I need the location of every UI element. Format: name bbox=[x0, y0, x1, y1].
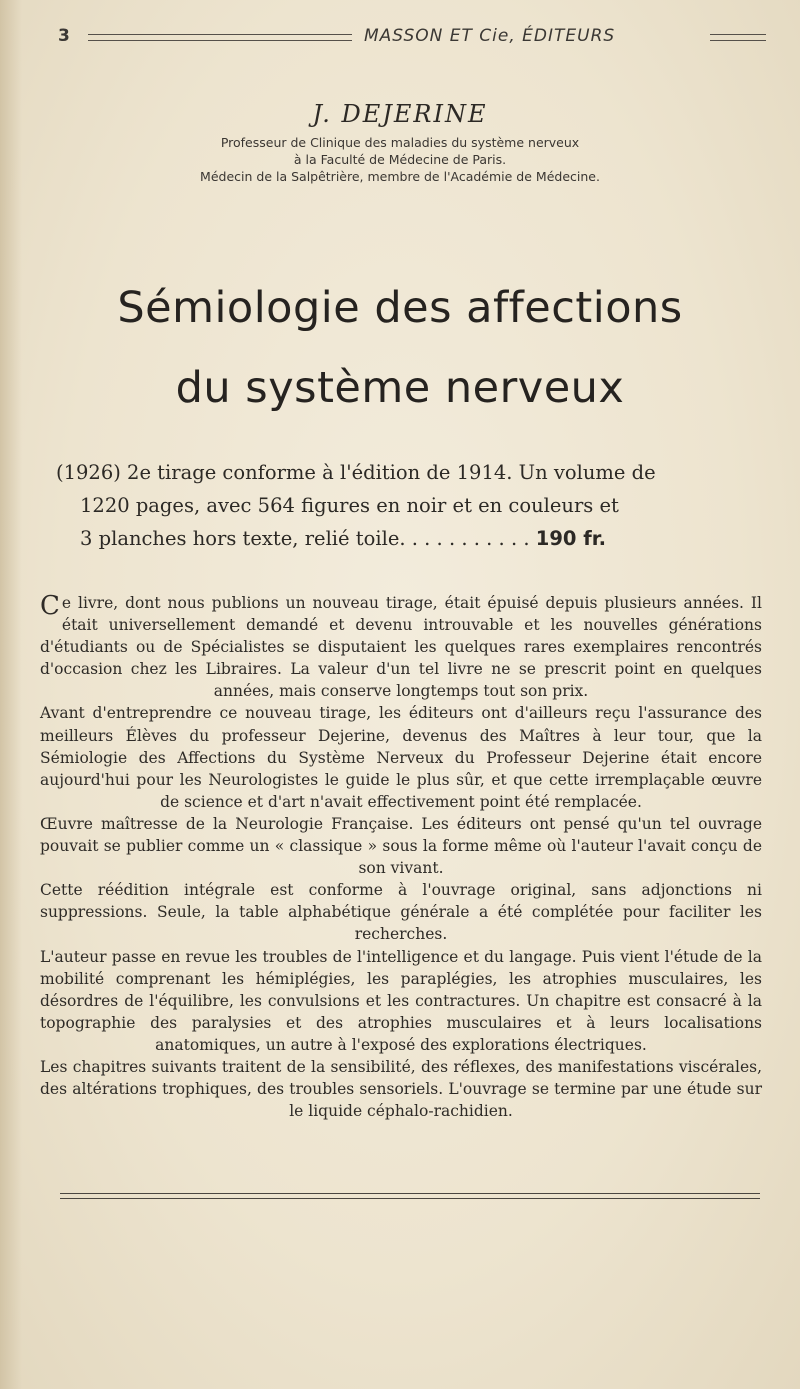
header-rule-left bbox=[88, 34, 352, 41]
edition-line: (1926) 2e tirage conforme à l'édition de 1914. Un volume de bbox=[56, 461, 656, 484]
description-paragraph: Cette réédition intégrale est conforme à l'ouvrage original, sans adjonctions ni suppressions. Seule, la table alphabétique générale a été complétée pour faciliter les recherches. bbox=[40, 881, 762, 944]
author-credential: Professeur de Clinique des maladies du système nerveux bbox=[220, 135, 580, 150]
description-paragraph: Les chapitres suivants traitent de la sensibilité, des réflexes, des manifestations viscérales, des altérations trophiques, des troubles sensoriels. L'ouvrage se termine par une étude sur le liquide céphalo-rachidien. bbox=[40, 1057, 762, 1121]
description-paragraph: Avant d'entreprendre ce nouveau tirage, les éditeurs ont d'ailleurs reçu l'assurance des meilleurs Élèves du professeur Dejerine, devenus des Maîtres à leur tour, que la Sémiologie des Affections du Système Nerveux du Professeur Dejerine était encore aujourd'hui pour les Neurologistes le guide le plus sûr, et que cette irremplaçable œuvre de science et d'art n'avait effectivement point été remplacée. bbox=[40, 704, 762, 811]
header-rule-right bbox=[710, 34, 766, 41]
author-block bbox=[0, 100, 800, 185]
publisher-name: MASSON ET Cie, ÉDITEURS bbox=[364, 26, 616, 46]
edition-line-text: 3 planches hors texte, relié toile. . . . . . . . . . . bbox=[80, 527, 536, 550]
description bbox=[40, 592, 762, 1122]
price: 190 fr. bbox=[535, 527, 606, 550]
description-paragraph: Œuvre maîtresse de la Neurologie Française. Les éditeurs ont pensé qu'un tel ouvrage pouvait se publier comme un « classique » sous la forme même où l'auteur l'avait conçu de son vivant. bbox=[40, 814, 762, 878]
paper-edge bbox=[0, 0, 22, 1389]
edition-info bbox=[56, 456, 762, 555]
description-paragraph: Ce livre, dont nous publions un nouveau tirage, était épuisé depuis plusieurs années. Il était universellement demandé et devenu introuvable et les nouvelles générations d'étudiants ou de Spécialistes se disputaient les quelques rares exemplaires rencontrés d'occasion chez les Libraires. La valeur d'un tel livre ne se prescrit point en quelques années, mais conserve longtemps tout son prix. bbox=[40, 591, 762, 701]
author-credential: à la Faculté de Médecine de Paris. bbox=[293, 152, 507, 167]
footer-rule bbox=[60, 1193, 760, 1199]
description-paragraph: L'auteur passe en revue les troubles de l'intelligence et du langage. Puis vient l'étude de la mobilité comprenant les hémiplégies, les paraplégies, les atrophies musculaires, les désordres de l'équilibre, les convulsions et les contractures. Un chapitre est consacré à la topographie des paralysies et des atrophies musculaires et à leurs localisations anatomiques, un autre à l'exposé des explorations électriques. bbox=[40, 947, 762, 1054]
author-name: J. DEJERINE bbox=[312, 100, 488, 128]
edition-line bbox=[56, 522, 762, 555]
book-title-line-1: Sémiologie des affections bbox=[117, 283, 683, 333]
book-title-line-2: du système nerveux bbox=[175, 363, 625, 413]
page-header bbox=[58, 26, 758, 50]
author-credential: Médecin de la Salpêtrière, membre de l'Académie de Médecine. bbox=[200, 169, 600, 184]
page-number: 3 bbox=[58, 26, 70, 46]
edition-line: 1220 pages, avec 564 figures en noir et en couleurs et bbox=[80, 494, 619, 517]
